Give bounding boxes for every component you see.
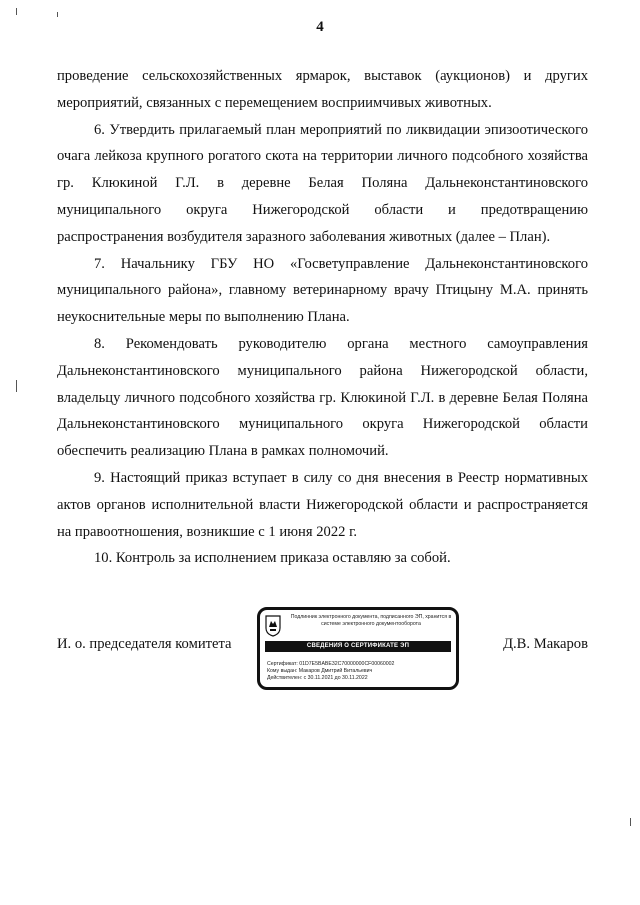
page-number: 4 [316, 19, 324, 35]
stamp-note: Подлинник электронного документа, подписанного ЭП, хранится в системе электронного документооборота [290, 614, 452, 627]
stamp-header: СВЕДЕНИЯ О СЕРТИФИКАТЕ ЭП [265, 641, 451, 652]
paragraph-item-8: 8. Рекомендовать руководителю органа местного самоуправления Дальнеконстантиновского муниципального района Нижегородской области, владельцу личного подсобного хозяйства гр. Клюкиной Г.Л. в деревне Белая Поляна Дальнеконстантиновского муниципального округа Нижегородской области обеспечить реализацию Плана в рамках полномочий. [57, 335, 588, 460]
coat-of-arms-icon [265, 615, 281, 637]
stamp-certificate: Сертификат: 01D7E5BABE32C70000000CF00060002 [267, 661, 395, 667]
paragraph-item-9: 9. Настоящий приказ вступает в силу со дня внесения в Реестр нормативных актов органов исполнительной власти Нижегородской области и распространяется на правоотношения, возникшие с 1 июня 2022 г. [57, 469, 588, 540]
scan-mark [16, 8, 17, 15]
document-body [57, 63, 588, 572]
paragraph-continuation: проведение сельскохозяйственных ярмарок, выставок (аукционов) и других мероприятий, связанных с перемещением восприимчивых животных. [57, 68, 588, 111]
stamp-validity: Действителен: с 30.11.2021 до 30.11.2022 [267, 675, 368, 681]
paragraph-item-6: 6. Утвердить прилагаемый план мероприятий по ликвидации эпизоотического очага лейкоза крупного рогатого скота на территории личного подсобного хозяйства гр. Клюкиной Г.Л. в деревне Белая Поляна Дальнеконстантиновского муниципального округа Нижегородской области и предотвращению распространения возбудителя заразного заболевания животных (далее – План). [57, 121, 588, 245]
signer-name: Д.В. Макаров [503, 636, 588, 652]
electronic-signature-stamp [257, 607, 459, 690]
scan-mark [16, 380, 17, 392]
paragraph-item-7: 7. Начальнику ГБУ НО «Госветуправление Дальнеконстантиновского муниципального района», главному ветеринарному врачу Птицыну М.А. принять неукоснительные меры по выполнению Плана. [57, 255, 588, 326]
scan-mark [57, 12, 58, 17]
stamp-issued-to: Кому выдан: Макаров Дмитрий Витальевич [267, 668, 373, 674]
scan-mark [630, 818, 631, 826]
signer-position: И. о. председателя комитета [57, 636, 232, 652]
paragraph-item-10: 10. Контроль за исполнением приказа оставляю за собой. [94, 550, 451, 567]
